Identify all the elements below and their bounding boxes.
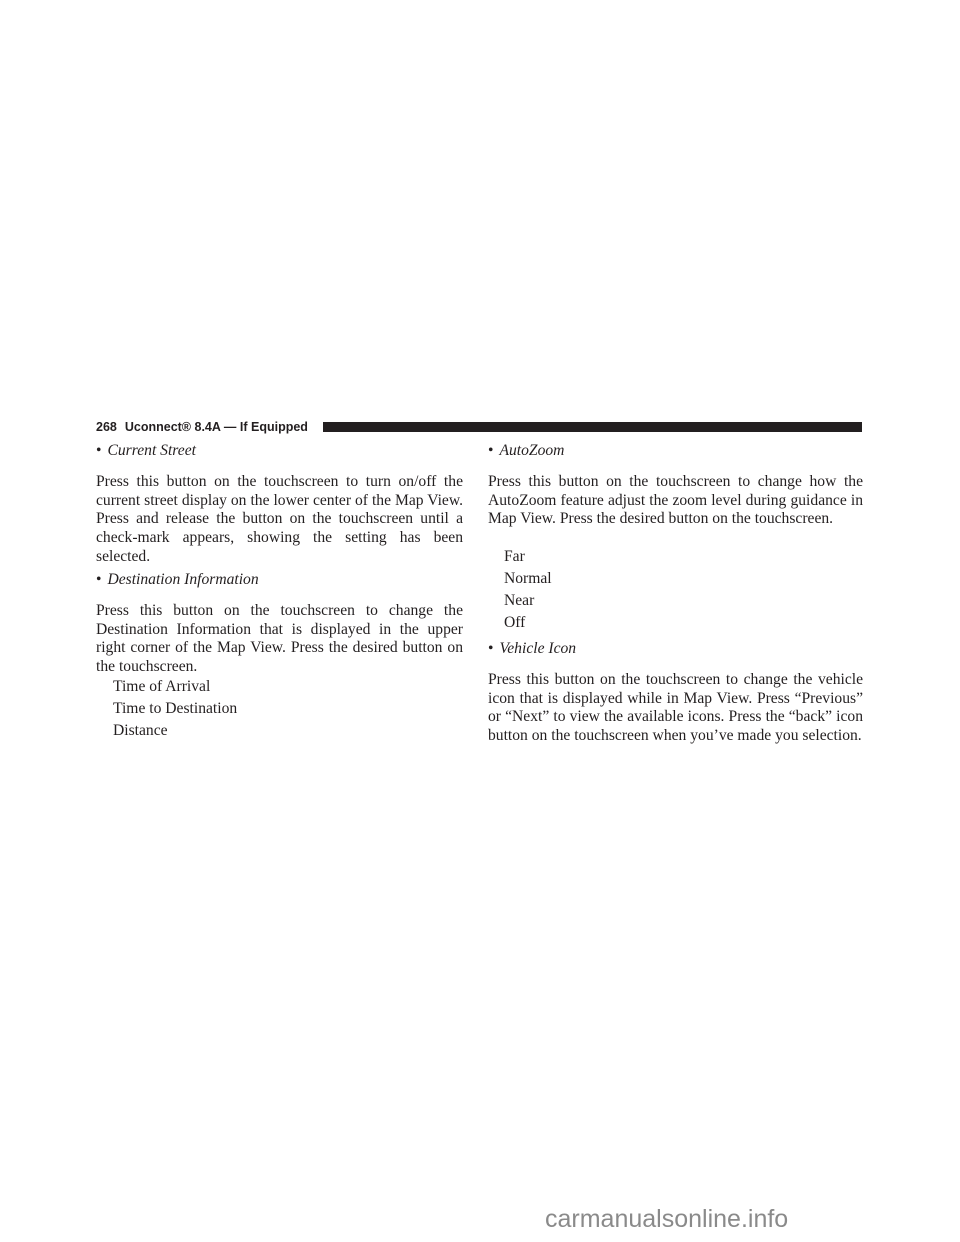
bullet-title: Current Street <box>107 442 196 459</box>
autozoom-body: Press this button on the touchscreen to change how the AutoZoom feature adjust the zoom level during guidance in Map View. Press the desired button on the touchscreen. <box>488 473 863 528</box>
option-time-to-destination: Time to Destination <box>113 700 238 717</box>
page-number: 268 <box>96 420 117 434</box>
destination-information-body: Press this button on the touchscreen to change the Destination Information that is displayed in the upper right corner of the Map View. Press the desired button on the touchscreen. <box>96 602 463 676</box>
option-off: Off <box>504 614 526 631</box>
option-normal: Normal <box>504 570 552 587</box>
running-header <box>96 420 316 434</box>
vehicle-icon-body: Press this button on the touchscreen to change the vehicle icon that is displayed while in Map View. Press “Previous” or “Next” to view the available icons. Press the “back” icon button on the touchscreen when you’ve made you selection. <box>488 671 863 745</box>
bullet-title: Destination Information <box>107 571 259 588</box>
bullet-autozoom <box>488 442 564 460</box>
watermark: carmanualsonline.info <box>545 1205 789 1233</box>
bullet-title: AutoZoom <box>499 442 565 459</box>
bullet-icon: • <box>96 442 102 459</box>
option-near: Near <box>504 592 535 609</box>
bullet-icon: • <box>96 571 102 588</box>
bullet-title: Vehicle Icon <box>499 640 577 657</box>
option-far: Far <box>504 548 525 565</box>
bullet-icon: • <box>488 442 494 459</box>
bullet-vehicle-icon <box>488 640 576 658</box>
option-time-of-arrival: Time of Arrival <box>113 678 211 695</box>
bullet-icon: • <box>488 640 494 657</box>
section-title: Uconnect® 8.4A — If Equipped <box>124 420 308 434</box>
bullet-current-street <box>96 442 196 460</box>
current-street-body: Press this button on the touchscreen to turn on/off the current street display on the lower center of the Map View. Press and release the button on the touchscreen until a check-mark appears, showing the setting has been selected. <box>96 473 463 565</box>
option-distance: Distance <box>113 722 168 739</box>
header-rule <box>323 422 862 432</box>
bullet-destination-information <box>96 571 259 589</box>
